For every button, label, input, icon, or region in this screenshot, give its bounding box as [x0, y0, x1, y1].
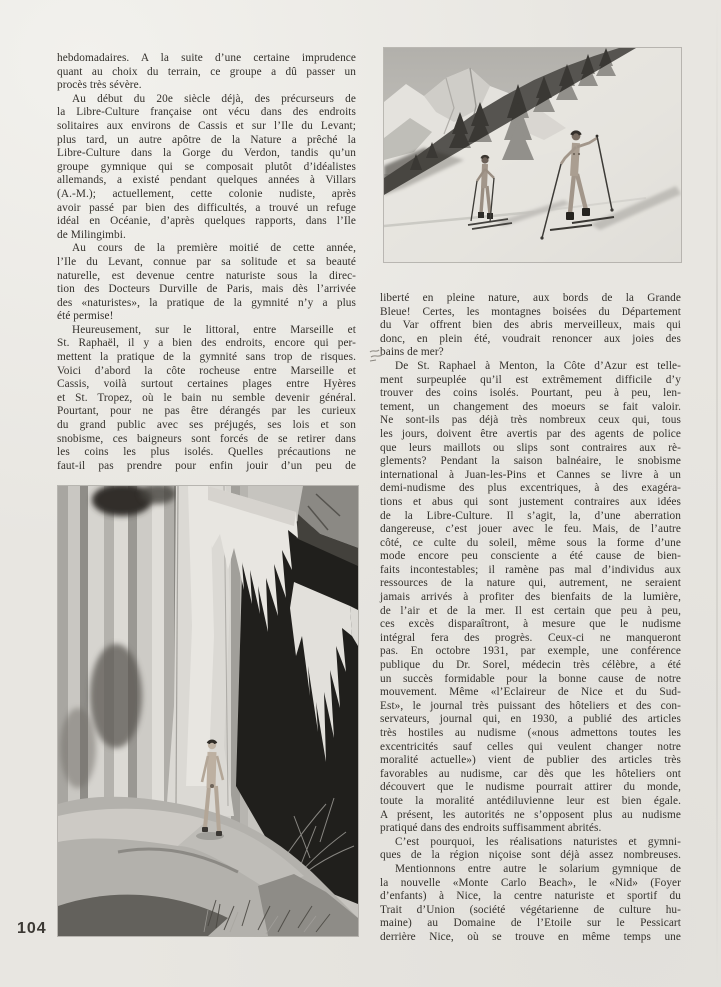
text-line: des «naturistes», la pratique de la gymnité n’y a plus [57, 296, 356, 309]
text-line: bains de mer? [380, 346, 444, 359]
text-line: un succès formidable pour la bonne cause de notre [380, 672, 681, 685]
text-line: ques de la région niçoise sont déjà assez nombreuses. [380, 849, 681, 862]
text-line: pas. En octobre 1931, par exemple, une conférence [380, 645, 681, 658]
text-line: jamais arrivés à profiter des bienfaits de la lumière, [380, 591, 681, 604]
text-line: publique du Dr. Sorel, médecin très célèbre, a été [380, 659, 681, 672]
text-line: Pourtant, pour ne pas être dérangés par les curieux [57, 405, 356, 418]
text-line: donc, en plein été, voudrait renoncer aux joies des [380, 332, 681, 345]
right-text-column [380, 292, 681, 945]
text-line: de Milingimbi. [57, 228, 126, 241]
left-text-column [57, 52, 356, 473]
text-line: idéal en Océanie, d’après quelques rapports, dans l’Ile [57, 215, 356, 228]
text-line: (A.-M.); actuellement, cette colonie nudiste, après [57, 187, 356, 200]
text-line: snobisme, ces baigneurs sont forcés de se retirer dans [57, 432, 356, 445]
text-line: tions et abus qui sont justement contraires aux idées [380, 495, 681, 508]
text-line: du Var offrent bien des abris merveilleux, mais qui [380, 319, 681, 332]
text-line: Heureusement, sur le littoral, entre Marseille et [72, 323, 356, 336]
text-line: toute la moralité antédiluvienne leur est bien égale. [380, 794, 681, 807]
text-line: de l’air et de la mer. Il est certain que peu à peu, [380, 604, 681, 617]
ski-photo-graphic [384, 48, 681, 262]
text-line: les coins les plus isolés. Quelles précautions ne [57, 446, 356, 459]
text-line: du grand public avec ses préjugés, ses lois et son [57, 419, 356, 432]
text-line: St. Raphaël, il y a bien des endroits, encore qui per- [57, 337, 356, 350]
text-line: ressources de la nature qui, autrement, ne seraient [380, 577, 681, 590]
text-line: demi-nudisme des plus excentriques, à des exagéra- [380, 482, 681, 495]
text-line: A présent, les autorités ne s’opposent plus au nudisme [380, 808, 681, 821]
text-line: De St. Raphael à Menton, la Côte d’Azur est telle- [395, 359, 681, 372]
text-line: faits incontestables; il ramène pas mal d’individus aux [380, 563, 681, 576]
text-line: faut-il pas prendre pour enfin jouir d’un peu de [57, 459, 356, 472]
text-line: hebdomadaires. A la suite d’une certaine imprudence [57, 52, 356, 64]
ice-photo [58, 486, 358, 936]
text-line: l’Ile du Levant, connue par sa solitude et sa beauté [57, 255, 356, 268]
text-line: derrière Nice, où se trouve en même temps une [380, 930, 681, 943]
text-line: moralité actuelle») vient de publier des articles très [380, 754, 681, 767]
page-number: 104 [17, 920, 47, 937]
text-line: Trait d’Union (société végétarienne de culture hu- [380, 903, 681, 916]
text-line: Ne sont-ils pas déjà très nombreux ceux qui, tous [380, 414, 681, 427]
text-line: la Libre-Culture française ont vécu dans des endroits [57, 106, 356, 119]
text-line: Au cours de la première moitié de cette année, [72, 242, 356, 255]
text-line: groupe gymnique qui se composait plutôt d’idéalistes [57, 160, 356, 173]
text-line: quant au choix du terrain, ce groupe a dû passer un [57, 65, 356, 78]
text-line: mouvement. Même «l’Eclaireur de Nice et du Sud- [380, 686, 681, 699]
text-line: pratiqué dans des endroits suffisamment abrités. [380, 822, 602, 835]
page-edge-shadow [716, 0, 718, 987]
text-line: naturelle, est devenue centre naturiste sous la direc- [57, 269, 356, 282]
text-line: favorables au nudisme, car dès que les hôteliers ont [380, 767, 681, 780]
text-line: excentricités sauf celles qui veulent changer notre [380, 740, 681, 753]
text-line: international à Juan-les-Pins et Cannes se livre à un [380, 468, 681, 481]
text-line: que leurs maillots ou slips sont contraires aux rè- [380, 441, 681, 454]
ski-photo [384, 48, 681, 262]
text-line: servateurs, journal qui, en 1930, a publié des articles [380, 713, 681, 726]
text-line: plus tard, un autre apôtre de la Nature a prêché la [57, 133, 356, 146]
text-line: Cassis, voilà surtout certaines plages entre Hyères [57, 378, 356, 391]
text-line: côté, ce culte du soleil, même sous la forme d’une [380, 536, 681, 549]
text-line: intégral fera des progrès. Ceux-ci ne manqueront [380, 631, 681, 644]
text-line: glements? Pendant la saison balnéaire, le snobisme [380, 455, 681, 468]
text-line: Voici d’abord la côte rocheuse entre Marseille et [57, 364, 356, 377]
text-line: ces excès disparaîtront, à mesure que le nudisme [380, 618, 681, 631]
text-line: Au début du 20e siècle déjà, des précurseurs de [72, 92, 356, 105]
text-line: tion des Docteurs Durville de Paris, mais dès l’arrivée [57, 283, 356, 296]
text-line: Mentionnons entre autre le solarium gymnique de [395, 862, 681, 875]
text-line: trouver des coins isolés. Pourtant, peu à peu, len- [380, 387, 681, 400]
text-line: découvert que le nudisme pourrait attirer du monde, [380, 781, 681, 794]
text-line: Est», le journal très puissant des hôteliers et des con- [380, 699, 681, 712]
text-line: les jours, doivent être avertis par des agents de police [380, 427, 681, 440]
text-line: solitaires aux environs de Cassis et sur l’Ile du Levant; [57, 119, 356, 132]
text-line: très hostiles au nudisme («nous admettons toutes les [380, 727, 681, 739]
text-line: tement, un changement des moeurs se fait valoir. [380, 400, 681, 413]
text-line: mode encore peu consciente a été cause de bien- [380, 550, 681, 563]
text-line: ment surpeuplée qu’il est extrêmement difficile d’y [380, 373, 681, 386]
text-line: la nouvelle «Monte Carlo Beach», le «Nid» (Foyer [380, 876, 681, 889]
text-line: d’enfants) à Nice, la centre naturiste et sportif du [380, 890, 681, 903]
text-line: dangereuse, c’est jouer avec le feu. Mais, de l’autre [380, 523, 681, 536]
text-line: maine) au Domaine de l’Etoile sur le Pessicart [380, 917, 681, 930]
text-line: avoir passé par bien des difficultés, a trouvé un refuge [57, 201, 356, 214]
text-line: Libre-Culture dans la Gorge du Verdon, tandis qu’un [57, 147, 356, 160]
text-line: allemands, a existé pendant quelques années à Villars [57, 174, 356, 187]
text-line: liberté en pleine nature, aux bords de la Grande [380, 292, 681, 304]
ice-photo-graphic [58, 486, 358, 936]
text-line: été permise! [57, 310, 114, 323]
text-line: procès très sévère. [57, 79, 142, 92]
text-line: de la Libre-Culture. Il s’agit, la, d’une aberration [380, 509, 681, 522]
margin-pencil-mark [369, 347, 391, 363]
text-line: Bleue! Certes, les montagnes boisées du Département [380, 305, 681, 318]
text-line: C’est pourquoi, les réalisations naturistes et gymni- [395, 835, 681, 848]
text-line: et St. Tropez, où le bain nu semble devenir général. [57, 391, 356, 404]
text-line: mettent la pratique de la gymnité sans trop de risques. [57, 351, 356, 364]
